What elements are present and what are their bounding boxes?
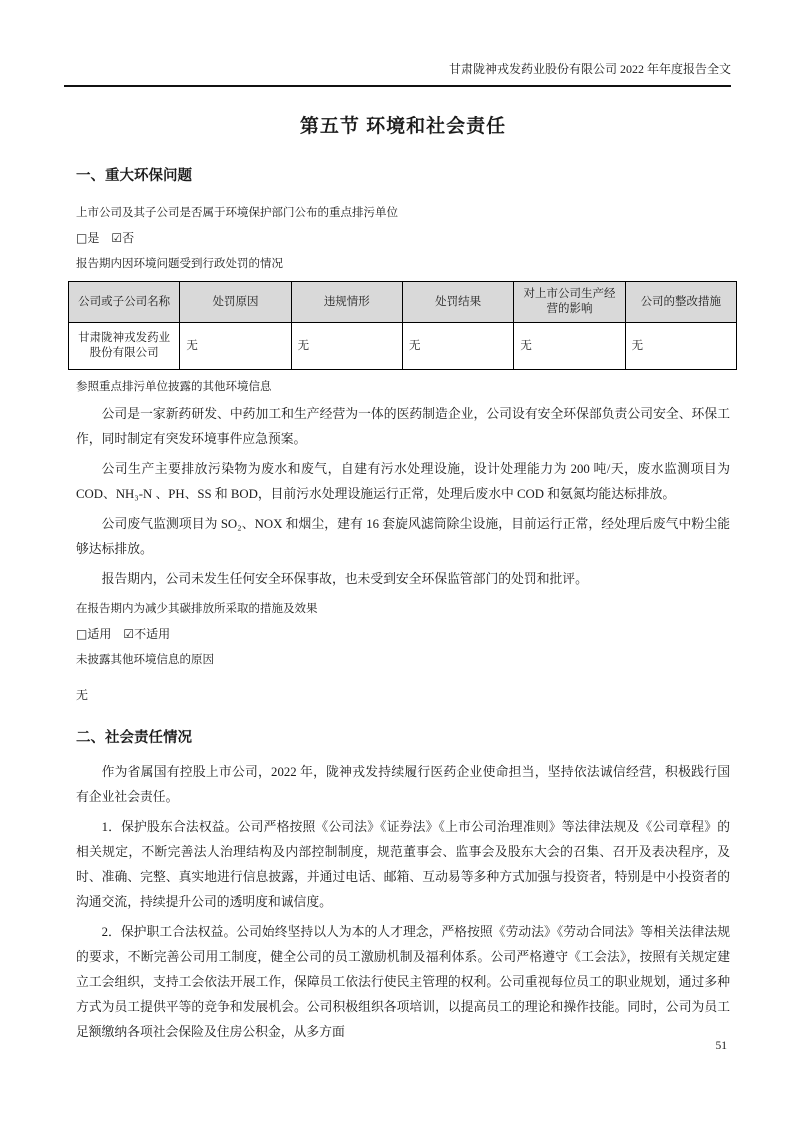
- col-header-penalty-result: 处罚结果: [402, 282, 513, 323]
- running-header: 甘肃陇神戎发药业股份有限公司 2022 年年度报告全文: [448, 62, 731, 76]
- page-title: 第五节 环境和社会责任: [299, 116, 507, 137]
- env-paragraph-no-accident: 报告期内，公司未发生任何安全环保事故，也未受到安全环保监管部门的处罚和批评。: [101, 572, 588, 586]
- option-not-applicable: [123, 627, 170, 641]
- section-heading-environment: 一、重大环保问题: [76, 168, 192, 184]
- penalty-table-body: [69, 323, 737, 370]
- carbon-applicability-row: [76, 626, 730, 643]
- env-paragraph-company-profile: 公司是一家新药研发、中药加工和生产经营为一体的医药制造企业，公司设有安全环保部负责公司安全、环保工作，同时制定有突发环境事件应急预案。: [76, 407, 730, 446]
- table-header-row: [69, 282, 737, 323]
- option-applicable-label: 适用: [87, 627, 112, 641]
- option-not-applicable-label: 不适用: [134, 627, 171, 641]
- social-paragraph-shareholders: 1．保护股东合法权益。公司严格按照《公司法》《证券法》《上市公司治理准则》等法律法规及《公司章程》的相关规定，不断完善法人治理结构及内部控制制度，规范董事会、监事会及股东大会的召集、召开及表决程序，及时、准确、完整、真实地进行信息披露，并通过电话、邮箱、互动易等多种方式加强与投资者，特别是中小投资者的沟通交流，持续提升公司的透明度和诚信度。: [76, 820, 730, 909]
- no-disclosure-note: 未披露其他环境信息的原因: [76, 654, 214, 666]
- option-no-label: 否: [122, 231, 135, 245]
- col-header-violation: 违规情形: [291, 282, 402, 323]
- key-pollutant-question: 上市公司及其子公司是否属于环境保护部门公布的重点排污单位: [76, 207, 398, 219]
- option-applicable: [76, 627, 111, 641]
- checkbox-unchecked-icon[interactable]: □: [76, 627, 88, 641]
- checkbox-unchecked-icon[interactable]: □: [76, 231, 88, 245]
- penalty-table: [68, 281, 737, 370]
- cell-company-name: 甘肃陇神戎发药业股份有限公司: [69, 323, 180, 370]
- social-paragraph-intro: 作为省属国有控股上市公司，2022 年，陇神戎发持续履行医药企业使命担当，坚持依法诚信经营，积极践行国有企业社会责任。: [76, 765, 730, 804]
- col-header-penalty-reason: 处罚原因: [180, 282, 291, 323]
- section-heading-social: 二、社会责任情况: [76, 730, 192, 746]
- page-content: [76, 100, 730, 1045]
- cell-impact: 无: [514, 323, 625, 370]
- option-no: [111, 231, 134, 245]
- checkbox-checked-icon[interactable]: ☑: [111, 231, 123, 245]
- col-header-company: 公司或子公司名称: [69, 282, 180, 323]
- env-paragraph-wastewater: 公司生产主要排放污染物为废水和废气，自建有污水处理设施，设计处理能力为 200 吨/天，废水监测项目为 COD、NH₃-N 、PH、SS 和 BOD，目前污水处理设施运行正常，处理后废水中 COD 和氨氮均能达标排放。: [76, 462, 730, 501]
- cell-penalty-result: 无: [402, 323, 513, 370]
- col-header-rectification: 公司的整改措施: [625, 282, 736, 323]
- key-pollutant-answer-row: [76, 230, 730, 247]
- penalty-table-head: [69, 282, 737, 323]
- cell-rectification: 无: [625, 323, 736, 370]
- social-paragraph-employees: 2．保护职工合法权益。公司始终坚持以人为本的人才理念，严格按照《劳动法》《劳动合同法》等相关法律法规的要求，不断完善公司用工制度，健全公司的员工激励机制及福利体系。公司严格遵守《工会法》，按照有关规定建立工会组织，支持工会依法开展工作，保障员工依法行使民主管理的权利。公司重视每位员工的职业规划，通过多种方式为员工提供平等的竞争和发展机会。公司积极组织各项培训，以提高员工的理论和操作技能。同时，公司为员工足额缴纳各项社会保险及住房公积金，从多方面: [76, 925, 730, 1039]
- page-number: 51: [715, 1040, 727, 1052]
- checkbox-checked-icon[interactable]: ☑: [123, 627, 135, 641]
- cell-penalty-reason: 无: [180, 323, 291, 370]
- header-rule: [64, 85, 731, 87]
- env-paragraph-exhaust-gas: 公司废气监测项目为 SO₂、NOX 和烟尘，建有 16 套旋风滤筒除尘设施，目前运行正常，经处理后废气中粉尘能够达标排放。: [76, 517, 730, 556]
- cell-violation: 无: [291, 323, 402, 370]
- table-row: [69, 323, 737, 370]
- other-env-info-note: 参照重点排污单位披露的其他环境信息: [76, 381, 272, 393]
- option-yes-label: 是: [87, 231, 100, 245]
- carbon-measures-note: 在报告期内为减少其碳排放所采取的措施及效果: [76, 603, 318, 615]
- option-yes: [76, 231, 99, 245]
- none-text: 无: [76, 688, 89, 702]
- penalty-intro-note: 报告期内因环境问题受到行政处罚的情况: [76, 258, 283, 270]
- col-header-impact: 对上市公司生产经营的影响: [514, 282, 625, 323]
